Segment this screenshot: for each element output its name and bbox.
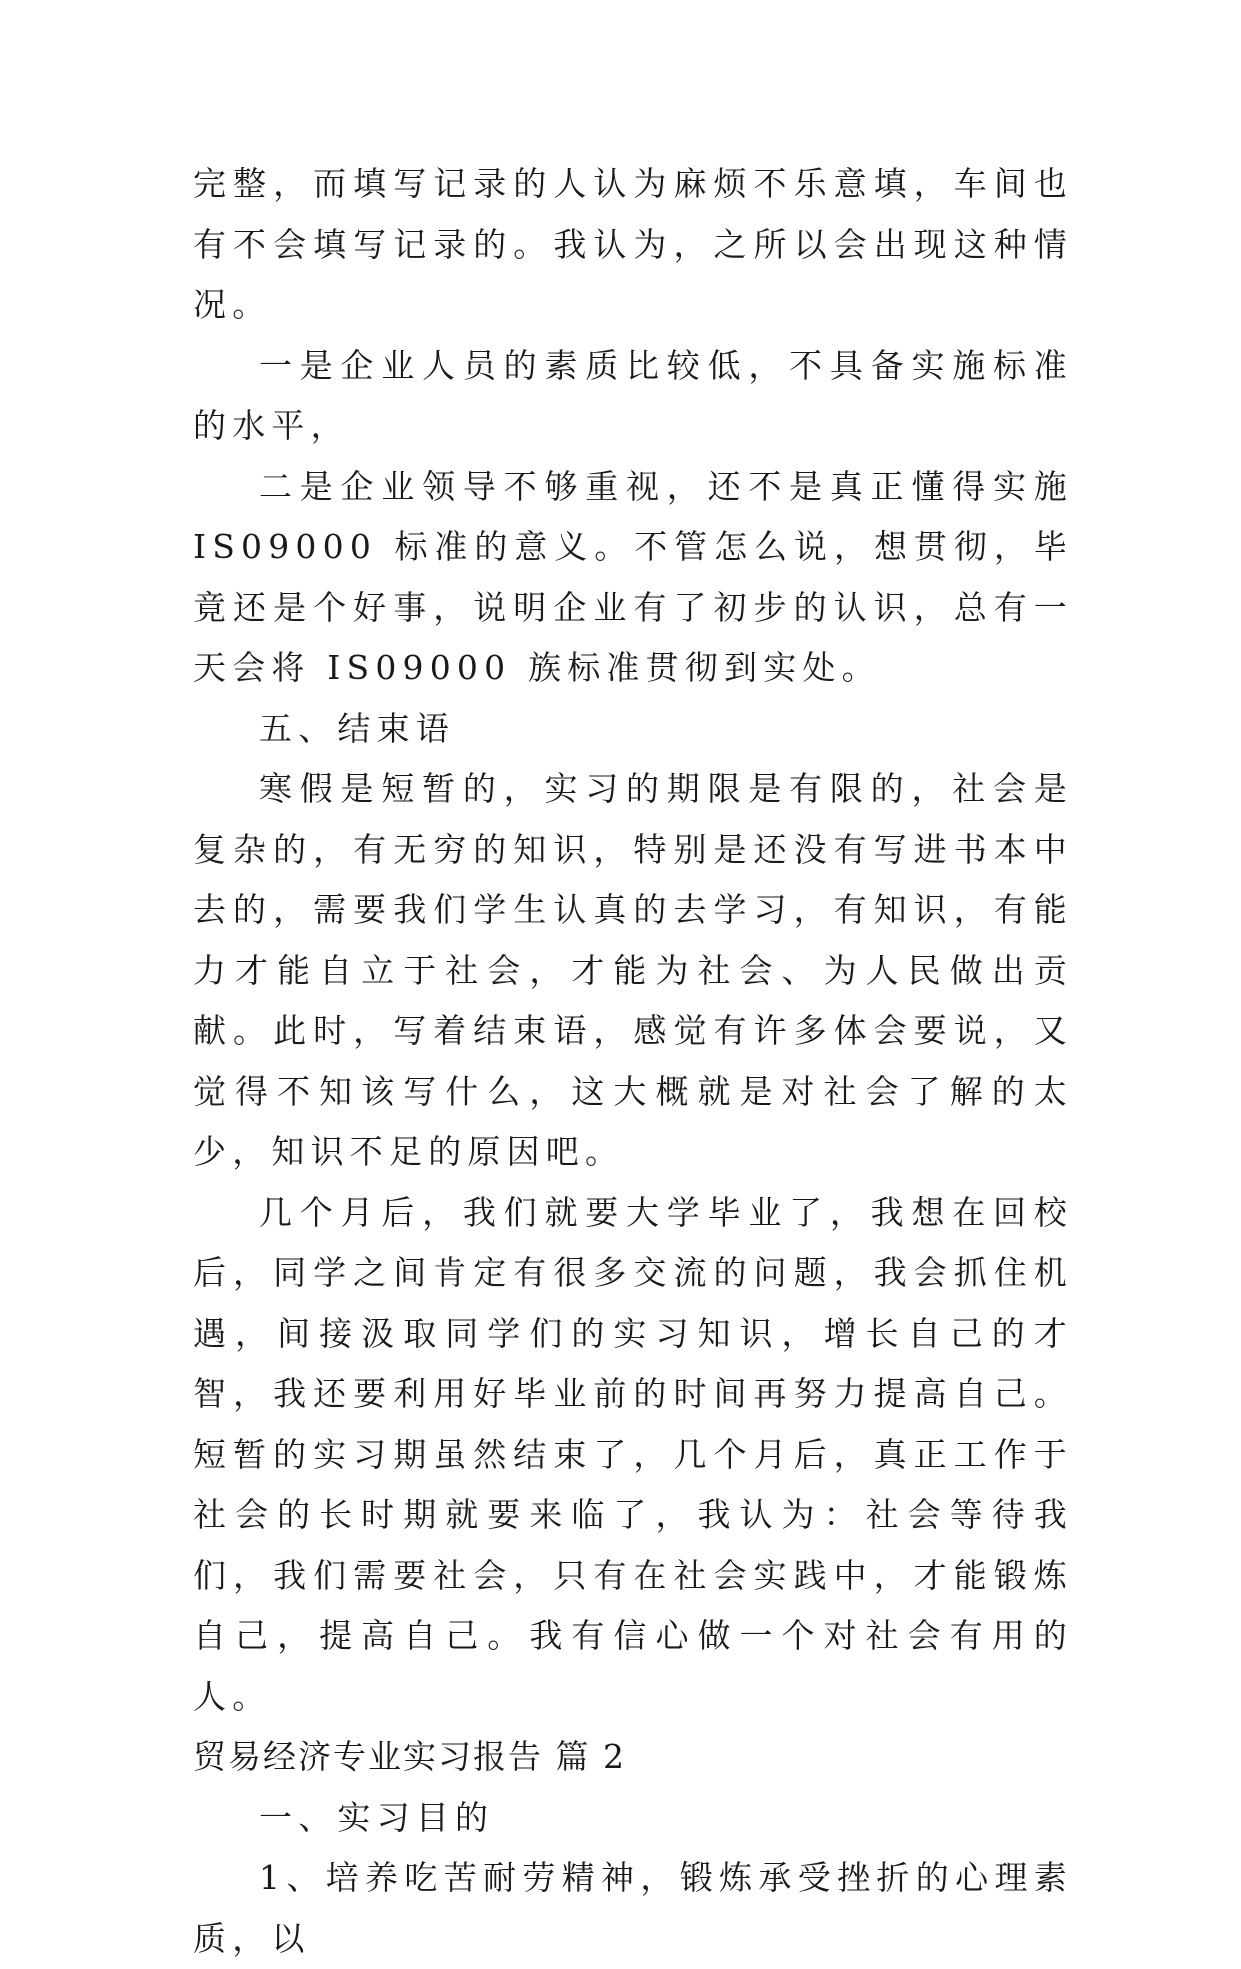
document-body xyxy=(193,154,1073,1969)
paragraph-winter-break: 寒假是短暂的，实习的期限是有限的，社会是复杂的，有无穷的知识，特别是还没有写进书本中去的，需要我们学生认真的去学习，有知识，有能力才能自立于社会，才能为社会、为人民做出贡献。此时，写着结束语，感觉有许多体会要说，又觉得不知该写什么，这大概就是对社会了解的太少，知识不足的原因吧。 xyxy=(193,769,1073,1171)
paragraph-reason-one: 一是企业人员的素质比较低，不具备实施标准的水平， xyxy=(193,345,1073,445)
paragraph-record-keeping: 完整，而填写记录的人认为麻烦不乐意填，车间也有不会填写记录的。我认为，之所以会出现这种情况。 xyxy=(193,164,1073,324)
section-heading-conclusion: 五、结束语 xyxy=(259,708,455,748)
paragraph-graduation: 几个月后，我们就要大学毕业了，我想在回校后，同学之间肯定有很多交流的问题，我会抓住机遇，间接汲取同学们的实习知识，增长自己的才智，我还要利用好毕业前的时间再努力提高自己。短暂的实习期虽然结束了，几个月后，真正工作于社会的长时期就要来临了，我认为：社会等待我们，我们需要社会，只有在社会实践中，才能锻炼自己，提高自己。我有信心做一个对社会有用的人。 xyxy=(193,1192,1073,1716)
paragraph-reason-two: 二是企业领导不够重视，还不是真正懂得实施 IS09000 标准的意义。不管怎么说，想贯彻，毕竟还是个好事，说明企业有了初步的认识，总有一天会将 IS09000 族标准贯彻到实处。 xyxy=(193,466,1073,687)
section-heading-purpose: 一、实习目的 xyxy=(259,1797,495,1837)
paragraph-purpose-item-1: 1、培养吃苦耐劳精神，锻炼承受挫折的心理素质，以 xyxy=(193,1858,1073,1958)
report-title-part-2: 贸易经济专业实习报告 篇 2 xyxy=(193,1737,626,1776)
